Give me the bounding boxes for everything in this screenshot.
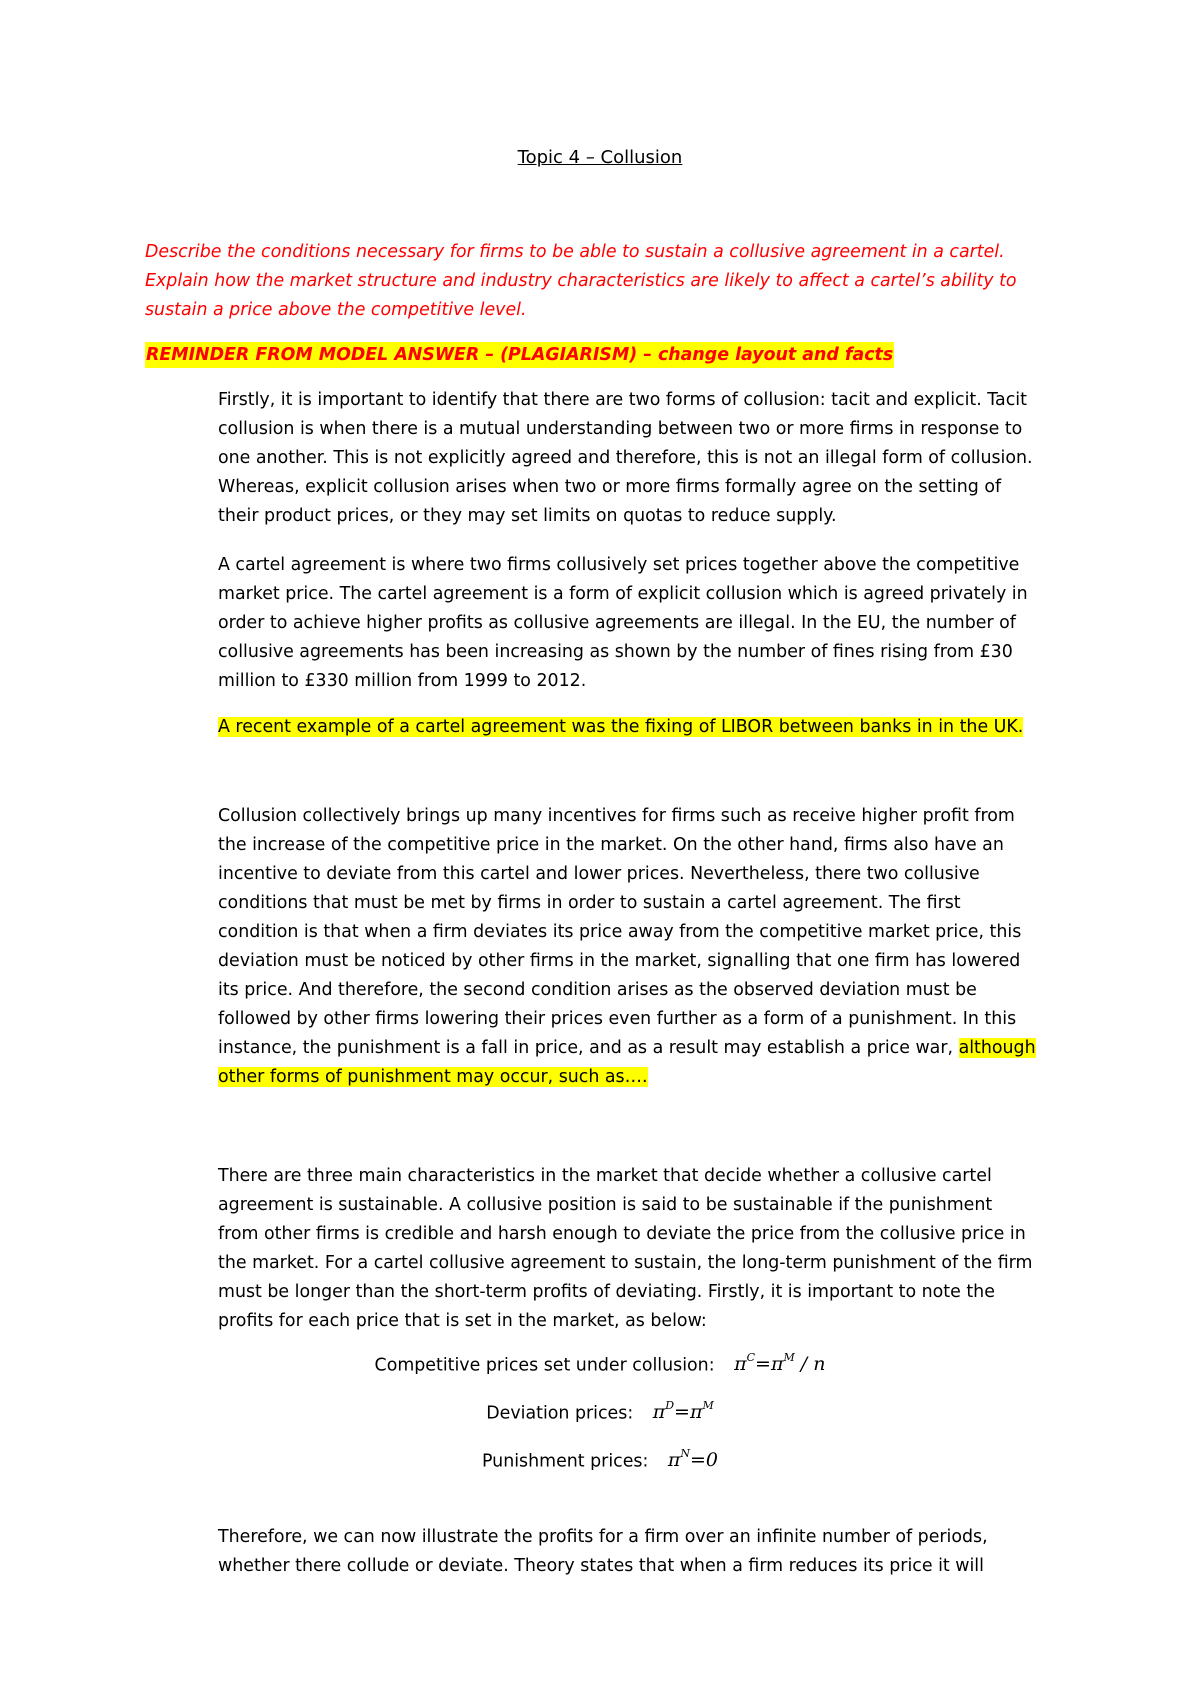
highlighted-text: although	[958, 1038, 1036, 1058]
text-line: from other firms is credible and harsh enough to deviate the price from the collusive price in	[218, 1224, 1026, 1244]
text-line	[218, 1063, 1078, 1092]
text-line: conditions that must be met by firms in order to sustain a cartel agreement. The first	[218, 893, 961, 913]
text-line: million to £330 million from 1999 to 2012.	[218, 671, 587, 691]
text-line: Whereas, explicit collusion arises when two or more firms formally agree on the setting of	[218, 477, 1002, 497]
text-line: Firstly, it is important to identify that there are two forms of collusion: tacit and explicit. Tacit	[218, 390, 1027, 410]
text-line: Collusion collectively brings up many incentives for firms such as receive higher profit from	[218, 806, 1015, 826]
text-segment: instance, the punishment is a fall in price, and as a result may establish a price war,	[218, 1038, 954, 1058]
paragraph-market-characteristics	[218, 1162, 1078, 1336]
formula-label: Competitive prices set under collusion:	[374, 1355, 715, 1376]
text-line: its price. And therefore, the second condition arises as the observed deviation must be	[218, 980, 977, 1000]
paragraph-cartel-agreement	[218, 551, 1078, 696]
question-line: sustain a price above the competitive level.	[145, 300, 527, 320]
formula-collusion-profit	[0, 1345, 1200, 1380]
text-line: order to achieve higher profits as collusive agreements are illegal. In the EU, the number of	[218, 613, 1016, 633]
paragraph-collusive-conditions	[218, 802, 1078, 1092]
paragraph-infinite-periods	[218, 1523, 1078, 1581]
formula-label: Deviation prices:	[486, 1403, 634, 1424]
text-line: the market. For a cartel collusive agreement to sustain, the long-term punishment of the firm	[218, 1253, 1033, 1273]
text-line: condition is that when a firm deviates its price away from the competitive market price, this	[218, 922, 1022, 942]
formula-expression: $\pi^C=\pi^M / n$	[734, 1351, 826, 1376]
text-line	[218, 1034, 1078, 1063]
plagiarism-reminder: REMINDER FROM MODEL ANSWER – (PLAGIARISM) – change layout and facts	[145, 342, 894, 368]
question-line: Describe the conditions necessary for firms to be able to sustain a collusive agreement in a cartel.	[145, 242, 1005, 262]
formula-punishment-profit	[0, 1441, 1200, 1476]
text-line: agreement is sustainable. A collusive position is said to be sustainable if the punishment	[218, 1195, 993, 1215]
text-line: one another. This is not explicitly agreed and therefore, this is not an illegal form of collusion.	[218, 448, 1033, 468]
highlighted-text: other forms of punishment may occur, such as….	[218, 1067, 648, 1087]
formula-deviation-profit	[0, 1393, 1200, 1428]
essay-question	[145, 238, 1075, 325]
text-line: incentive to deviate from this cartel and lower prices. Nevertheless, there two collusive	[218, 864, 980, 884]
text-line: collusive agreements has been increasing as shown by the number of fines rising from £30	[218, 642, 1013, 662]
paragraph-forms-of-collusion	[218, 386, 1078, 531]
text-line: profits for each price that is set in the market, as below:	[218, 1311, 707, 1331]
text-line: their product prices, or they may set limits on quotas to reduce supply.	[218, 506, 837, 526]
text-line: whether there collude or deviate. Theory states that when a firm reduces its price it will	[218, 1556, 984, 1576]
formula-expression: $\pi^N=0$	[667, 1447, 719, 1472]
document-title: Topic 4 – Collusion	[517, 147, 683, 168]
highlighted-text: A recent example of a cartel agreement was the fixing of LIBOR between banks in in the UK.	[218, 717, 1024, 737]
question-line: Explain how the market structure and industry characteristics are likely to affect a cartel’s ability to	[145, 271, 1017, 291]
text-line: deviation must be noticed by other firms in the market, signalling that one firm has lowered	[218, 951, 1021, 971]
text-line: followed by other firms lowering their prices even further as a form of a punishment. In this	[218, 1009, 1017, 1029]
text-line: the increase of the competitive price in the market. On the other hand, firms also have an	[218, 835, 1004, 855]
formula-label: Punishment prices:	[481, 1451, 649, 1472]
text-line: collusion is when there is a mutual understanding between two or more firms in response to	[218, 419, 1023, 439]
paragraph-libor-example	[218, 713, 1078, 742]
text-line: must be longer than the short-term profits of deviating. Firstly, it is important to note the	[218, 1282, 995, 1302]
text-line: Therefore, we can now illustrate the profits for a firm over an infinite number of periods,	[218, 1527, 988, 1547]
formula-expression: $\pi^D=\pi^M$	[652, 1399, 714, 1424]
text-line: There are three main characteristics in the market that decide whether a collusive cartel	[218, 1166, 992, 1186]
text-line: market price. The cartel agreement is a form of explicit collusion which is agreed privately in	[218, 584, 1028, 604]
text-line: A cartel agreement is where two firms collusively set prices together above the competitive	[218, 555, 1020, 575]
